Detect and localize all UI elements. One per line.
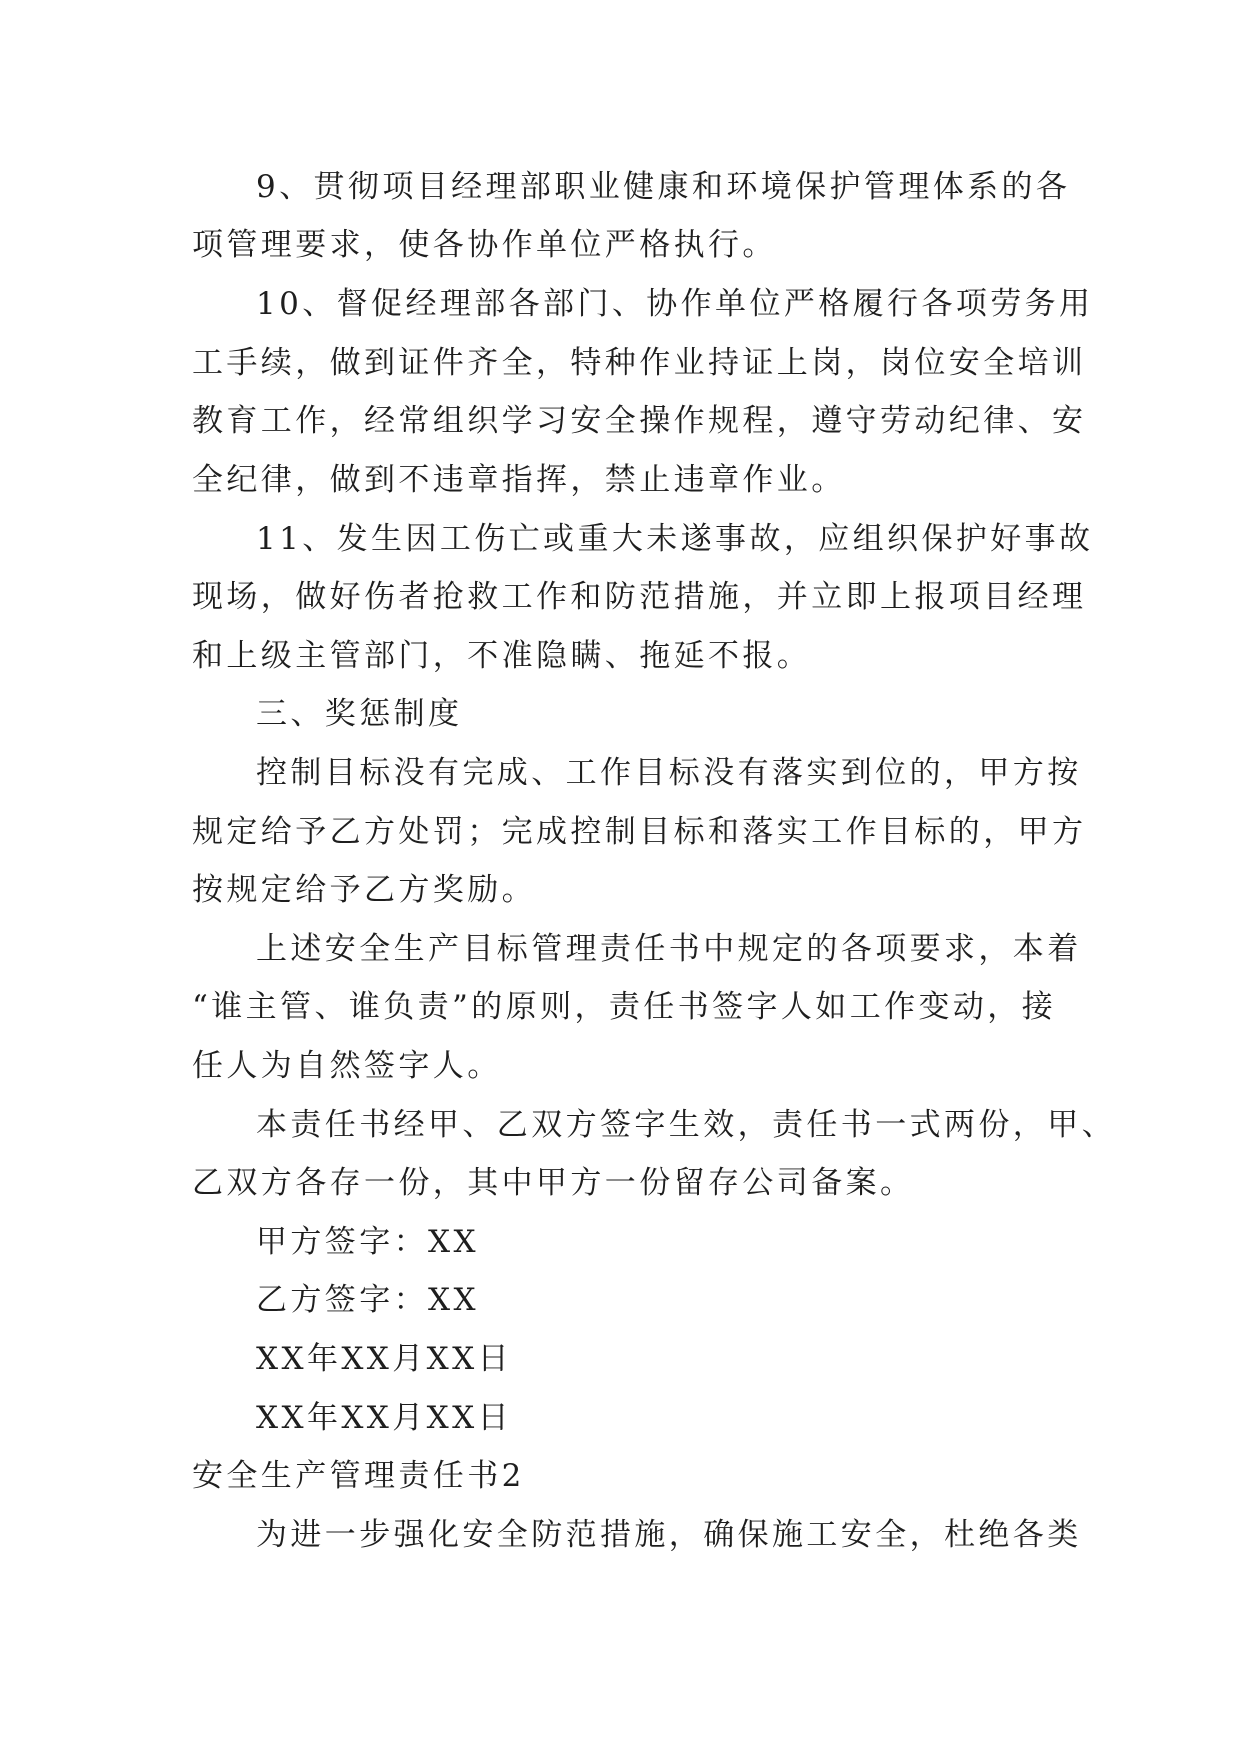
validity-paragraph-line-2: 乙双方各存一份，其中甲方一份留存公司备案。 xyxy=(192,1165,915,1201)
paragraph-10-line-1: 10、督促经理部各部门、协作单位严格履行各项劳务用 xyxy=(256,286,1094,322)
date-line-2: XX年XX月XX日 xyxy=(256,1400,513,1436)
section-heading: 三、奖惩制度 xyxy=(256,696,463,732)
document-2-intro-line-1: 为进一步强化安全防范措施，确保施工安全，杜绝各类 xyxy=(256,1517,1082,1553)
principle-paragraph-line-1: 上述安全生产目标管理责任书中规定的各项要求，本着 xyxy=(256,931,1082,967)
validity-paragraph-line-1: 本责任书经甲、乙双方签字生效，责任书一式两份，甲、 xyxy=(256,1107,1116,1143)
paragraph-11-line-2: 现场，做好伤者抢救工作和防范措施，并立即上报项目经理 xyxy=(192,579,1087,615)
principle-paragraph-line-3: 任人为自然签字人。 xyxy=(192,1048,502,1084)
date-line-1: XX年XX月XX日 xyxy=(256,1341,513,1377)
paragraph-9-line-2: 项管理要求，使各协作单位严格执行。 xyxy=(192,227,777,263)
party-b-signature: 乙方签字：XX xyxy=(256,1282,479,1318)
paragraph-10-line-4: 全纪律，做到不违章指挥，禁止违章作业。 xyxy=(192,462,846,498)
document-title-2: 安全生产管理责任书2 xyxy=(192,1458,525,1494)
party-a-signature: 甲方签字：XX xyxy=(256,1224,479,1260)
paragraph-10-line-3: 教育工作，经常组织学习安全操作规程，遵守劳动纪律、安 xyxy=(192,403,1087,439)
principle-paragraph-line-2: “谁主管、谁负责”的原则，责任书签字人如工作变动，接 xyxy=(192,989,1057,1025)
paragraph-10-line-2: 工手续，做到证件齐全，特种作业持证上岗，岗位安全培训 xyxy=(192,345,1087,381)
reward-paragraph-line-2: 规定给予乙方处罚；完成控制目标和落实工作目标的，甲方 xyxy=(192,814,1087,850)
paragraph-11-line-1: 11、发生因工伤亡或重大未遂事故，应组织保护好事故 xyxy=(256,521,1094,557)
reward-paragraph-line-3: 按规定给予乙方奖励。 xyxy=(192,872,536,908)
paragraph-11-line-3: 和上级主管部门，不准隐瞒、拖延不报。 xyxy=(192,638,812,674)
reward-paragraph-line-1: 控制目标没有完成、工作目标没有落实到位的，甲方按 xyxy=(256,755,1082,791)
paragraph-9-line-1: 9、贯彻项目经理部职业健康和环境保护管理体系的各 xyxy=(256,169,1071,205)
